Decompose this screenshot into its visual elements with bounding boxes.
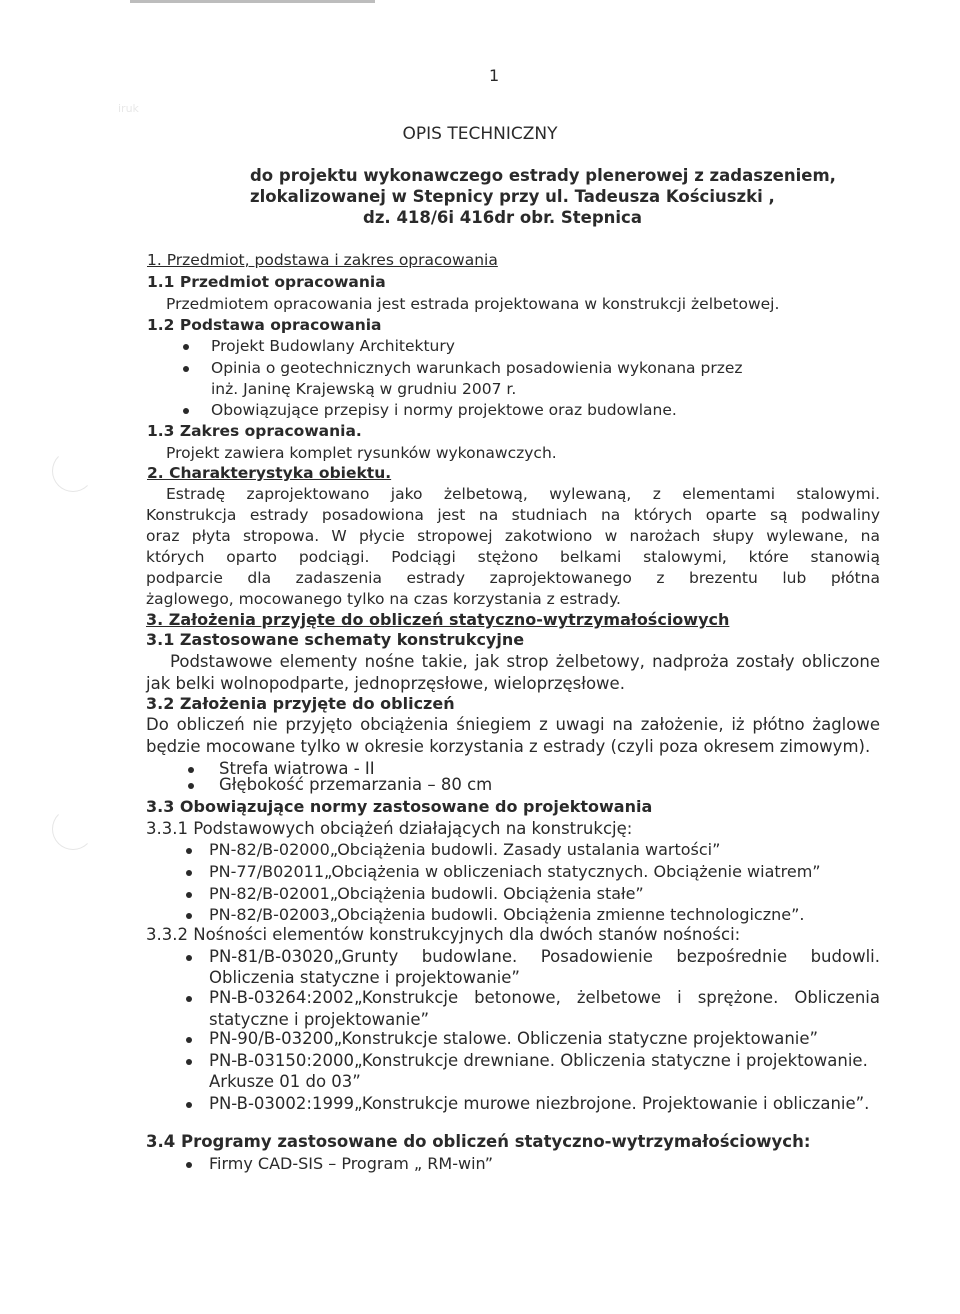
bullet-icon bbox=[186, 913, 192, 919]
paragraph-line: żaglowego, mocowanego tylko na czas korzystania z estrady. bbox=[146, 590, 621, 608]
list-item: Opinia o geotechnicznych warunkach posadowienia wykonana przez bbox=[211, 359, 743, 377]
paragraph-line: Estradę zaprojektowano jako żelbetową, wylewaną, z elementami stalowymi. bbox=[166, 485, 880, 503]
paragraph-line: oraz płyta stropowa. W płycie stropowej zakotwiono w narożach słupy wylewane, na bbox=[146, 527, 880, 545]
section-1-heading: 1. Przedmiot, podstawa i zakres opracowania bbox=[147, 251, 498, 269]
subtitle-line: zlokalizowanej w Stepnicy przy ul. Tadeusza Kościuszki , bbox=[250, 187, 775, 206]
bullet-icon bbox=[183, 344, 189, 350]
list-item: PN-B-03002:1999„Konstrukcje murowe niezbrojone. Projektowanie i obliczanie”. bbox=[209, 1094, 870, 1113]
subtitle-line: dz. 418/6i 416dr obr. Stepnica bbox=[363, 208, 642, 227]
section-1-1-text: Przedmiotem opracowania jest estrada projektowana w konstrukcji żelbetowej. bbox=[166, 295, 780, 313]
bullet-icon bbox=[186, 996, 192, 1002]
section-1-2-heading: 1.2 Podstawa opracowania bbox=[147, 316, 382, 334]
list-item: PN-82/B-02000„Obciążenia budowli. Zasady ustalania wartości” bbox=[209, 840, 721, 859]
section-3-1-heading: 3.1 Zastosowane schematy konstrukcyjne bbox=[146, 630, 525, 649]
list-item-continuation: statyczne i projektowanie” bbox=[209, 1010, 430, 1029]
list-item: PN-82/B-02003„Obciążenia budowli. Obciążenia zmienne technologiczne”. bbox=[209, 905, 805, 924]
list-item: Firmy CAD-SIS – Program „ RM-win” bbox=[209, 1154, 494, 1173]
list-item: PN-77/B02011„Obciążenia w obliczeniach statycznych. Obciążenie wiatrem” bbox=[209, 862, 821, 881]
list-item: PN-82/B-02001„Obciążenia budowli. Obciążenia stałe” bbox=[209, 884, 644, 903]
top-edge-mark bbox=[130, 0, 375, 3]
list-item: Strefa wiatrowa - II bbox=[219, 759, 375, 778]
bullet-icon bbox=[186, 1162, 192, 1168]
bullet-icon bbox=[183, 408, 189, 414]
punch-hole-mark bbox=[52, 450, 94, 492]
list-item: Obowiązujące przepisy i normy projektowe oraz budowlane. bbox=[211, 401, 677, 419]
section-3-heading: 3. Założenia przyjęte do obliczeń statyczno-wytrzymałościowych bbox=[146, 610, 730, 629]
list-item-continuation: Arkusze 01 do 03” bbox=[209, 1072, 361, 1091]
paragraph-line: Podstawowe elementy nośne takie, jak strop żelbetowy, nadproża zostały obliczone bbox=[170, 652, 880, 671]
bullet-icon bbox=[186, 870, 192, 876]
list-item: Projekt Budowlany Architektury bbox=[211, 337, 455, 355]
subtitle-line: do projektu wykonawczego estrady plenerowej z zadaszeniem, bbox=[250, 166, 836, 185]
paragraph-line: których oparto podciągi. Podciągi stężono belkami stalowymi, które stanowią bbox=[146, 548, 880, 566]
list-item: PN-90/B-03200„Konstrukcje stalowe. Obliczenia statyczne projektowanie” bbox=[209, 1029, 819, 1048]
paragraph-line: jak belki wolnopodparte, jednoprzęsłowe, wieloprzęsłowe. bbox=[146, 674, 625, 693]
list-item: PN-81/B-03020„Grunty budowlane. Posadowienie bezpośrednie budowli. bbox=[209, 947, 880, 966]
list-item: PN-B-03150:2000„Konstrukcje drewniane. Obliczenia statyczne i projektowanie. bbox=[209, 1051, 868, 1070]
list-item: Głębokość przemarzania – 80 cm bbox=[219, 775, 493, 794]
section-3-3-2-heading: 3.3.2 Nośności elementów konstrukcyjnych dla dwóch stanów nośności: bbox=[146, 925, 741, 944]
scan-bleed-mark: iruk bbox=[118, 102, 139, 115]
list-item-continuation: inż. Janinę Krajewską w grudniu 2007 r. bbox=[211, 380, 517, 398]
bullet-icon bbox=[186, 892, 192, 898]
punch-hole-mark bbox=[52, 808, 94, 850]
page-number: 1 bbox=[489, 66, 500, 85]
bullet-icon bbox=[186, 1059, 192, 1065]
list-item-continuation: Obliczenia statyczne i projektowanie” bbox=[209, 968, 520, 987]
section-3-4-heading: 3.4 Programy zastosowane do obliczeń statyczno-wytrzymałościowych: bbox=[146, 1132, 811, 1151]
section-2-heading: 2. Charakterystyka obiektu. bbox=[147, 464, 392, 482]
bullet-icon bbox=[186, 1102, 192, 1108]
section-3-3-1-heading: 3.3.1 Podstawowych obciążeń działających na konstrukcję: bbox=[146, 819, 633, 838]
bullet-icon bbox=[188, 767, 194, 773]
bullet-icon bbox=[186, 848, 192, 854]
bullet-icon bbox=[186, 955, 192, 961]
section-3-2-heading: 3.2 Założenia przyjęte do obliczeń bbox=[146, 694, 455, 713]
section-1-1-heading: 1.1 Przedmiot opracowania bbox=[147, 273, 386, 291]
section-1-3-heading: 1.3 Zakres opracowania. bbox=[147, 422, 362, 440]
bullet-icon bbox=[186, 1037, 192, 1043]
paragraph-line: Konstrukcja estrady posadowiona jest na studniach na których oparte są podwaliny bbox=[146, 506, 880, 524]
paragraph-line: będzie mocowane tylko w okresie korzystania z estrady (czyli poza okresem zimowym). bbox=[146, 737, 871, 756]
section-1-3-text: Projekt zawiera komplet rysunków wykonawczych. bbox=[166, 444, 557, 462]
document-title: OPIS TECHNICZNY bbox=[402, 124, 558, 144]
paragraph-line: Do obliczeń nie przyjęto obciążenia śniegiem z uwagi na założenie, iż płótno żaglowe bbox=[146, 715, 880, 734]
section-3-3-heading: 3.3 Obowiązujące normy zastosowane do projektowania bbox=[146, 797, 653, 816]
bullet-icon bbox=[183, 366, 189, 372]
list-item: PN-B-03264:2002„Konstrukcje betonowe, żelbetowe i sprężone. Obliczenia bbox=[209, 988, 880, 1007]
paragraph-line: podparcie dla zadaszenia estrady zaprojektowanego z brezentu lub płótna bbox=[146, 569, 880, 587]
bullet-icon bbox=[188, 783, 194, 789]
